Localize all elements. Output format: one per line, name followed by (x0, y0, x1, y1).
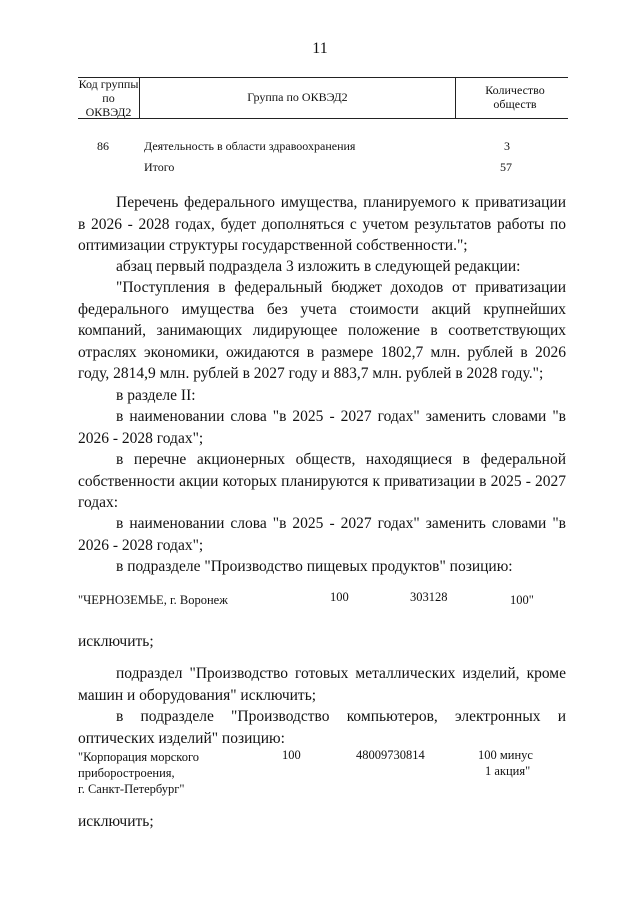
table-header-group: Группа по ОКВЭД2 (247, 90, 348, 104)
paragraph: Перечень федерального имущества, планируемого к приватизации в 2026 - 2028 годах, будет дополняться с учетом результатов работы по оптимизации структуры государственной собственности."; (78, 194, 566, 254)
paragraph: в подразделе "Производство пищевых продуктов" позицию: (116, 558, 513, 575)
paragraph: абзац первый подраздела 3 изложить в следующей редакции: (116, 258, 521, 275)
table-row-name: Деятельность в области здравоохранения (144, 139, 356, 153)
table-header-rule (78, 118, 568, 119)
position-name: "Корпорация морского (78, 750, 200, 764)
table-top-rule (78, 77, 568, 78)
position-share: 100 (282, 748, 301, 762)
paragraph: в разделе II: (116, 387, 196, 404)
position-amount: 100 минус (478, 748, 533, 762)
position-amount: 100" (510, 593, 534, 607)
position-amount: 1 акция" (485, 764, 531, 778)
paragraph: "Поступления в федеральный бюджет доходов от приватизации федерального имущества без учета стоимости акций крупнейших компаний, занимающих лидирующее положение в соответствующих отраслях экономики, ожидаются в размере 1802,7 млн. рублей в 2026 году, 2814,9 млн. рублей в 2027 году и 883,7 млн. рублей в 2028 году."; (78, 279, 566, 382)
table-row-code: 86 (97, 139, 109, 153)
position-inn: 48009730814 (356, 748, 425, 762)
position-share: 100 (330, 590, 349, 604)
page-number: 11 (312, 40, 328, 57)
table-header-code: Код группы по ОКВЭД2 (78, 77, 139, 119)
table-header-count: Количество обществ (485, 83, 545, 111)
paragraph: в подразделе "Производство компьютеров, электронных и оптических изделий" позицию: (78, 708, 566, 747)
paragraph: подраздел "Производство готовых металлических изделий, кроме машин и оборудования" исключить; (78, 665, 566, 704)
paragraph: исключить; (78, 813, 154, 830)
table-row-count: 3 (504, 139, 510, 153)
position-name: приборостроения, (78, 766, 175, 780)
paragraph: в наименовании слова "в 2025 - 2027 годах" заменить словами "в 2026 - 2028 годах"; (78, 408, 566, 447)
paragraph: исключить; (78, 633, 154, 650)
position-name: г. Санкт-Петербург" (78, 782, 185, 796)
table-col-divider (455, 77, 456, 118)
paragraph: в наименовании слова "в 2025 - 2027 годах" заменить словами "в 2026 - 2028 годах"; (78, 515, 566, 554)
paragraph: в перечне акционерных обществ, находящиеся в федеральной собственности акции которых планируются к приватизации в 2025 - 2027 годах: (78, 451, 566, 511)
table-row-name: Итого (144, 160, 175, 174)
position-inn: 303128 (410, 590, 448, 604)
table-row-count: 57 (500, 160, 512, 174)
position-name: "ЧЕРНОЗЕМЬЕ, г. Воронеж (78, 593, 228, 607)
